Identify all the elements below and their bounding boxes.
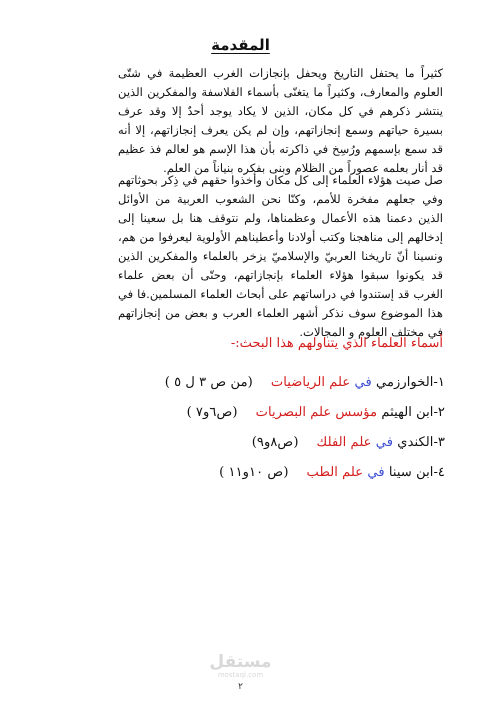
list-item (125, 398, 445, 428)
intro-paragraph-2: صل صيت هؤلاء العلماء إلى كل مكان وأخذوا حقهم في ذِكر بحوثاتهم وفي جعلهم مفخرة للأمم، وكنّا نحن الشعوب العربية من الأوائل الذين دعمنا هذه الأعمال وعظمناها، ولم نتوقف هنا بل سعينا إلى إدخالهم إلى مناهجنا وكتب أولادنا وأعطيناهم الأولوية ليعرفوا من هم، ونسينا أنّ تاريخنا العربيّ والإسلاميّ يزخر بالعلماء والمفكرين الذين قد يكونوا سبقوا هؤلاء العلماء بإنجازاتهم، وحتّى أن بعض علماء الغرب قد إستندوا في دراساتهم على أبحاث العلماء المسلمين.فا في هذا الموضوع سوف نذكر أشهر العلماء العرب و بعض من إنجازاتهم في مختلف العلوم و المجالات. (118, 173, 443, 339)
scholar-field: علم الطب (306, 465, 364, 480)
scholar-name: ١-الخوارزمي (371, 375, 445, 390)
watermark-text: مستقل (209, 652, 272, 672)
list-item (125, 458, 445, 488)
scholar-page-ref: (ص٨و٩) (251, 435, 299, 450)
scholars-list (125, 368, 445, 488)
scholar-page-ref: (ص ١٠و١١ ) (219, 465, 289, 480)
scholar-name: ٣-الكندي (393, 435, 445, 450)
scholar-page-ref: (ص٦و٧ ) (186, 405, 238, 420)
watermark-logo (0, 652, 481, 679)
intro-paragraph-1: كثيراً ما يحتفل التاريخ ويحفل بإنجازات الغرب العظيمة في شتّى العلوم والمعارف، وكثيراً ما يتغنّى بأسماء الفلاسفة والمفكرين الذين ينتشر ذكرهم في كل مكان، الذين لا يكاد يوجد أحدٌ إلا وقد عرف بسيرة حياتهم وسمع إنجازاتهم، وإن لم يكن يعرف إنجازاتهم، إلا أنه قد سمع بإسمهم ورُسِخ في ذاكرته بأن هذا الإسم هو لعالم فذ عظيم قد أنار بعلمه عصوراً من الظلام وبنى بفكره بنياناً من العلم. (118, 66, 443, 175)
scholar-fi: في (371, 435, 394, 450)
scholar-name: ٢-ابن الهيثم (377, 405, 445, 420)
scholar-fi: في (363, 465, 385, 480)
scholar-field: مؤسس علم البصريات (255, 405, 378, 420)
scholar-field: علم الرياضيات (270, 375, 351, 390)
list-item (125, 368, 445, 398)
scholars-subheading: أسماء العلماء الذي يتناولهم هذا البحث:- (230, 336, 443, 351)
page-number: ٢ (238, 682, 243, 692)
list-item (125, 428, 445, 458)
scholar-page-ref: (من ص ٣ ل ٥ ) (164, 375, 253, 390)
scholar-name: ٤-ابن سينا (384, 465, 445, 480)
scholar-field: علم الفلك (316, 435, 372, 450)
page-title (0, 36, 481, 54)
watermark-url: mostaql.com (217, 671, 264, 679)
scholar-fi: في (350, 375, 372, 390)
page-title-text: المقدمة (211, 36, 270, 54)
